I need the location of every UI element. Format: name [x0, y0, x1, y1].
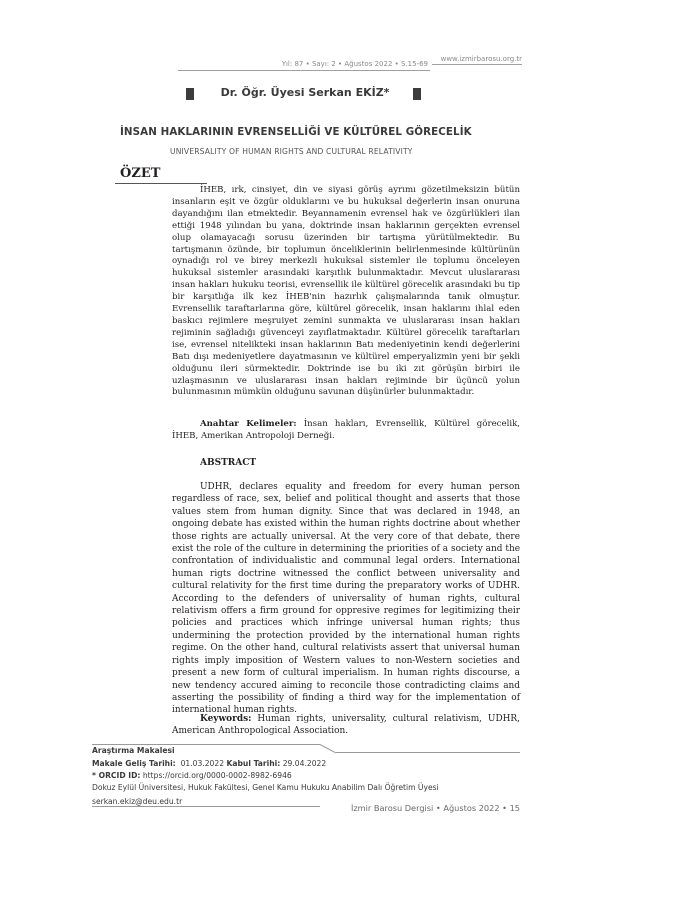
footnote-rule-top [92, 744, 320, 745]
footnote-rule-diagonal [320, 744, 336, 753]
article-dates [92, 759, 326, 768]
header-rule-left [178, 70, 430, 71]
author-email[interactable]: serkan.ekiz@deu.edu.tr [92, 797, 183, 806]
keywords-en-text: Human rights, universality, cultural relativism, UDHR, American Anthropological Association. [172, 714, 520, 737]
author-name: Dr. Öğr. Üyesi Serkan EKİZ* [220, 86, 390, 99]
ozet-heading: ÖZET [120, 166, 161, 181]
orcid-link[interactable]: https://orcid.org/0000-0002-8982-6946 [142, 771, 292, 780]
ozet-paragraph: İHEB, ırk, cinsiyet, din ve siyasi görüş ayrımı gözetilmeksizin bütün insanların eşit ve özgür olduklarını ve bu hukuksal değerlerin insan onuruna dayandığını ilan etmektedir. Beyannamenin evrensel hak ve özgürlükleri ilan ettiği 1948 yılından bu yana, doktrinde insan haklarının gerçekten evrensel olup olamayacağı sorusu üzerinden bir tartışma yürütülmektedir. Bu tartışmanın özünde, bir toplumun önceliklerinin belirlenmesinde kültürünün oynadığı rol ve birey merkezli hukuksal sistemler ile toplumu önceleyen hukuksal sistemler arasındaki karşıtlık bulunmaktadır. Mevcut uluslararası insan hakları hukuku teorisi, evrensellik ile kültürel görecelik arasındaki bu tip bir karşıtlığa ilk kez İHEB'nin hazırlık çalışmalarında tanık olmuştur. Evrensellik taraftarlarına göre, kültürel görecelik, insan haklarını ihlal eden baskıcı rejimlere meşruiyet zemini sunmakta ve uluslararası insan hakları rejiminin sağladığı güvenceyi zayıflatmaktadır. Kültürel görecelik taraftarları ise, evrensel nitelikteki insan haklarının Batı medeniyetinin kendi değerlerini Batı dışı medeniyetlere dayatmasının ve kültürel emperyalizmin yeni bir şekli olduğunu ileri sürmektedir. Doktrinde ise bu iki zıt görüşün birbiri ile uzlaşmasının ve uluslararası insan hakları rejiminde bir üçüncü yolun bulunmasının mümkün olduğunu savunan düşünürler bulunmaktadır. [172, 185, 520, 398]
author-affiliation: Dokuz Eylül Üniversitesi, Hukuk Fakültesi, Genel Kamu Hukuku Anabilim Dalı Öğretim Üyesi [92, 783, 439, 792]
page-footer: İzmir Barosu Dergisi • Ağustos 2022 • 15 [350, 803, 520, 813]
footnote-rule-right [336, 752, 520, 753]
article-title-tr: İNSAN HAKLARININ EVRENSELLİĞİ VE KÜLTÜREL GÖRECELİK [120, 126, 472, 138]
orcid-label: * ORCID ID: [92, 771, 141, 780]
keywords-en-label: Keywords: [200, 714, 252, 724]
article-type: Araştırma Makalesi [92, 746, 175, 755]
journal-issue-meta: Yıl: 87 • Sayı: 2 • Ağustos 2022 • S.15-69 [281, 60, 428, 68]
received-label: Makale Geliş Tarihi: [92, 759, 176, 768]
author-marker-left [186, 88, 194, 100]
orcid [92, 771, 292, 780]
keywords-tr-text: İnsan hakları, Evrensellik, Kültürel görecelik, İHEB, Amerikan Antropoloji Derneği. [172, 419, 521, 441]
header-rule [432, 64, 522, 65]
ozet-underline [115, 183, 207, 184]
footnote-rule-bottom [92, 806, 320, 807]
author-marker-right [413, 88, 421, 100]
keywords-en [172, 713, 520, 738]
accepted-label: Kabul Tarihi: [226, 759, 281, 768]
keywords-tr [172, 419, 520, 443]
keywords-tr-label: Anahtar Kelimeler: [200, 419, 297, 429]
article-title-en: UNIVERSALITY OF HUMAN RIGHTS AND CULTURAL RELATIVITY [170, 147, 413, 156]
abstract-heading: ABSTRACT [200, 458, 257, 468]
journal-url: www.izmirbarosu.org.tr [440, 55, 522, 63]
abstract-paragraph: UDHR, declares equality and freedom for every human person regardless of race, sex, belief and political thought and asserts that those values stem from human dignity. Since that was declared in 1948, an ongoing debate has existed within the human rights doctrine about whether those rights are actually universal. At the very core of that debate, there exist the role of the culture in determining the priorities of a society and the confrontation of individualistic and communal legal orders. International human rigts doctrine witnessed the conflict between universality and cultural relativity for the first time during the preparatory works of UDHR. According to the defenders of universality of human rights, cultural relativism offers a firm ground for oppresive regimes for legitimizing their policies and practices which infringe universal human rights; thus undermining the protection provided by the international human rights regime. On the other hand, cultural relativists assert that universal human rights imply imposition of Western values to non-Western societies and present a new form of cultural imperialism. In human rights discourse, a new tendency accured aiming to reconcile those contradicting claims and asserting the possibility of finding a third way for the implementation of international human rights. [172, 482, 520, 716]
received-date: 01.03.2022 [180, 759, 225, 768]
accepted-date: 29.04.2022 [282, 759, 327, 768]
